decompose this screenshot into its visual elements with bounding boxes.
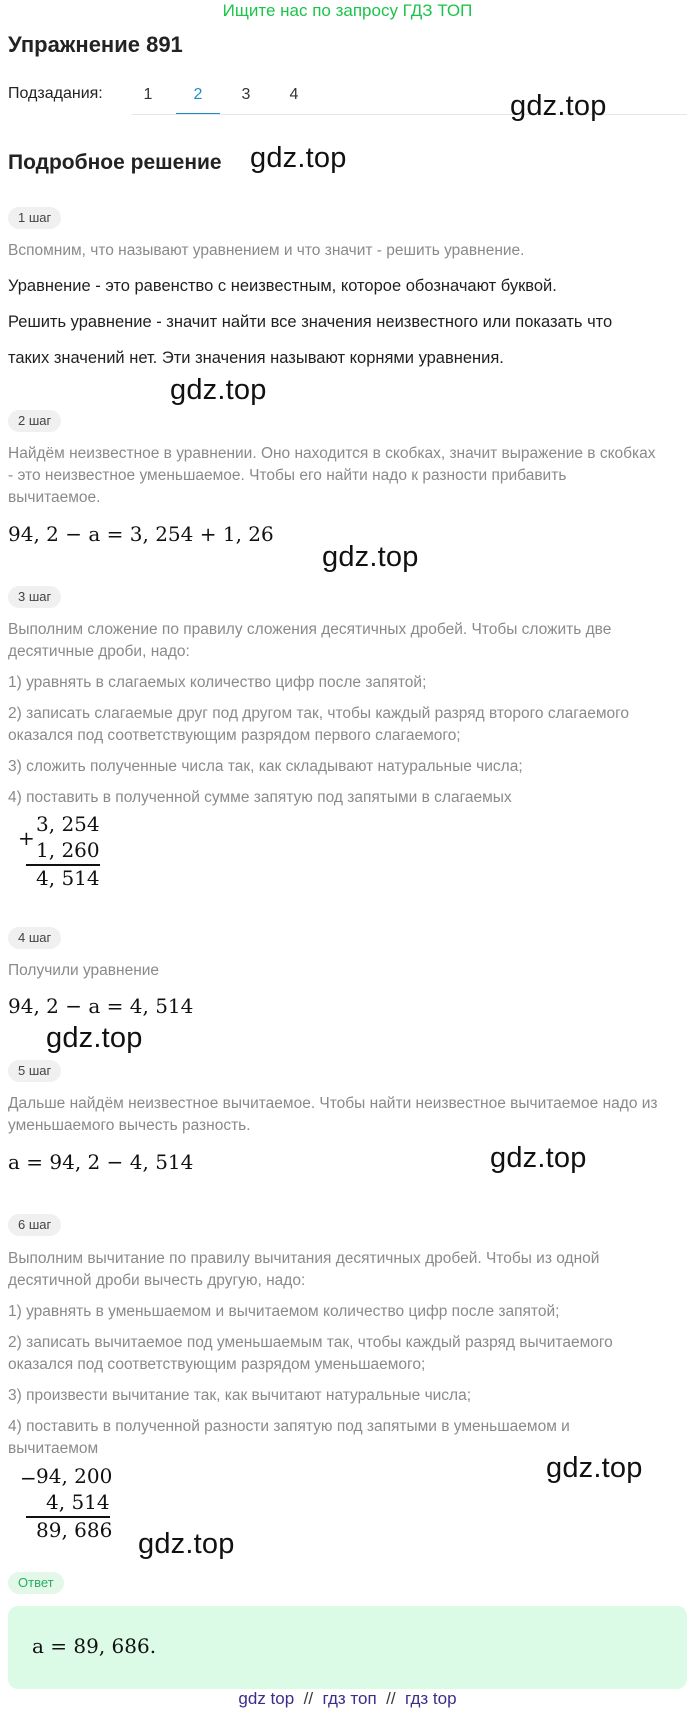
column-operand-b: 1, 260 [36, 838, 100, 862]
column-operand-a: 94, 200 [36, 1464, 113, 1488]
step-text: Найдём неизвестное в уравнении. Оно находится в скобках, значит выражение в скобках - это неизвестное уменьшаемое. Чтобы его найти надо к разности прибавить вычитаемое. [8, 445, 656, 506]
rule-item: 3) сложить полученные числа так, как складывают натуральные числа; [8, 758, 523, 775]
step-text: Дальше найдём неизвестное вычитаемое. Чтобы найти неизвестное вычитаемое надо из уменьшаемого вычесть разность. [8, 1095, 658, 1134]
column-operand-b: 4, 514 [46, 1490, 110, 1514]
step-text: Вспомним, что называют уравнением и что значит - решить уравнение. [8, 242, 525, 259]
watermark: gdz.top [322, 541, 419, 573]
step-text: Выполним сложение по правилу сложения десятичных дробей. Чтобы сложить две десятичные дроби, надо: [8, 621, 612, 660]
footer-links [0, 1689, 695, 1709]
search-banner: Ищите нас по запросу ГДЗ ТОП [222, 1, 473, 20]
column-sign: − [20, 1466, 37, 1490]
rule-item: 1) уравнять в слагаемых количество цифр после запятой; [8, 674, 427, 691]
page-title: Упражнение 891 [8, 32, 183, 57]
step-text: Получили уравнение [8, 962, 160, 979]
step-text-dark: Решить уравнение - значит найти все значения неизвестного или показать что [8, 313, 613, 331]
step-text-dark: таких значений нет. Эти значения называют корнями уравнения. [8, 349, 504, 367]
tab-subtask-2[interactable]: 2 [176, 76, 220, 115]
step-badge: 1 шаг [8, 207, 61, 229]
footer-link-gdz-top[interactable]: gdz top [238, 1689, 295, 1708]
footer-separator: // [386, 1689, 396, 1708]
column-operand-a: 3, 254 [36, 812, 100, 836]
watermark: gdz.top [546, 1452, 643, 1484]
rule-item: 4) поставить в полученной сумме запятую под запятыми в слагаемых [8, 789, 512, 806]
column-result: 89, 686 [36, 1518, 113, 1542]
rule-item: 3) произвести вычитание так, как вычитают натуральные числа; [8, 1387, 472, 1404]
footer-link-gdz-top-mixed[interactable]: гдз top [405, 1689, 457, 1708]
tab-subtask-3[interactable]: 3 [241, 86, 251, 103]
step-badge: 2 шаг [8, 410, 61, 432]
step-badge: 6 шаг [8, 1214, 61, 1236]
watermark: gdz.top [510, 90, 607, 122]
footer-link-gdz-top-ru[interactable]: гдз топ [322, 1689, 377, 1708]
answer-equation: a = 89, 686. [32, 1634, 157, 1658]
step-badge: 3 шаг [8, 586, 61, 608]
equation: 94, 2 − a = 4, 514 [8, 994, 194, 1018]
rule-item: 2) записать слагаемые друг под другом так, чтобы каждый разряд второго слагаемого оказался под соответствующим разрядом первого слагаемого; [8, 705, 630, 744]
solution-heading: Подробное решение [8, 151, 222, 174]
column-sign: + [18, 826, 35, 850]
rule-item: 4) поставить в полученной разности запятую под запятыми в уменьшаемом и вычитаемом [8, 1418, 570, 1457]
watermark: gdz.top [138, 1528, 235, 1560]
tab-subtask-1[interactable]: 1 [143, 86, 153, 103]
watermark: gdz.top [250, 142, 347, 174]
footer-separator: // [303, 1689, 314, 1708]
step-text-dark: Уравнение - это равенство с неизвестным, которое обозначают буквой. [8, 277, 557, 295]
column-result: 4, 514 [36, 866, 100, 890]
watermark: gdz.top [170, 374, 267, 406]
step-badge: 4 шаг [8, 927, 61, 949]
equation: 94, 2 − a = 3, 254 + 1, 26 [8, 522, 274, 546]
answer-badge: Ответ [8, 1572, 64, 1594]
subtasks-label: Подзадания: [8, 85, 103, 102]
rule-item: 1) уравнять в уменьшаемом и вычитаемом количество цифр после запятой; [8, 1303, 560, 1320]
tab-subtask-4[interactable]: 4 [289, 86, 299, 103]
step-badge: 5 шаг [8, 1060, 61, 1082]
watermark: gdz.top [46, 1022, 143, 1054]
equation: a = 94, 2 − 4, 514 [8, 1150, 194, 1174]
watermark: gdz.top [490, 1142, 587, 1174]
rule-item: 2) записать вычитаемое под уменьшаемым так, чтобы каждый разряд вычитаемого оказался под соответствующим разрядом уменьшаемого; [8, 1334, 613, 1373]
step-text: Выполним вычитание по правилу вычитания десятичных дробей. Чтобы из одной десятичной дроби вычесть другую, надо: [8, 1250, 600, 1289]
